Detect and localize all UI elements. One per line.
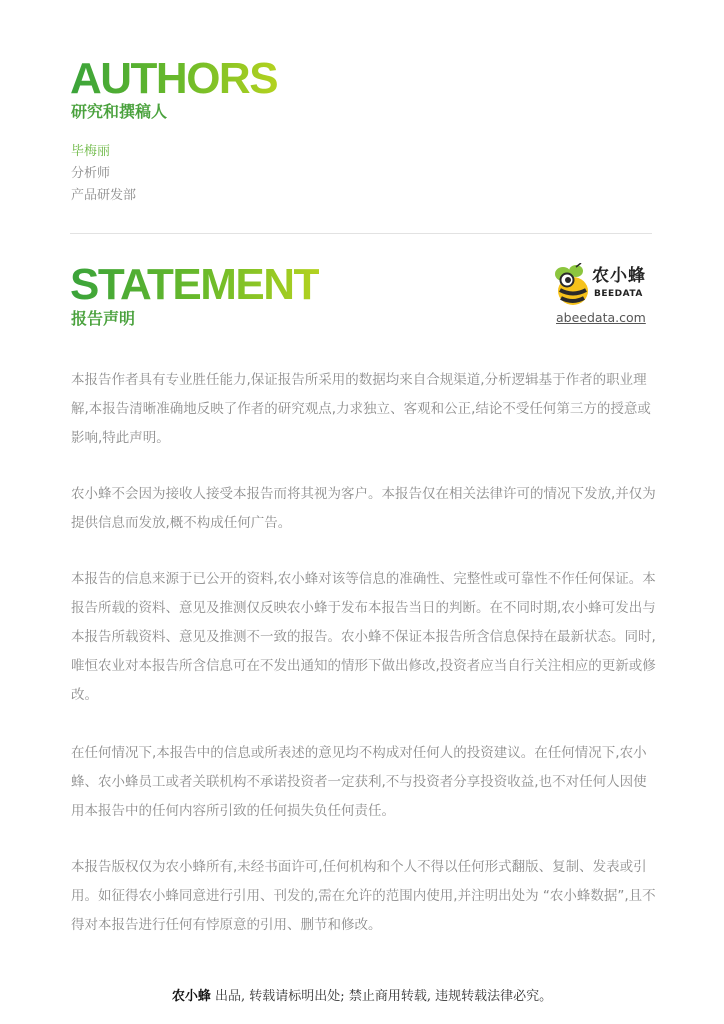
statement-paragraph-2: 农小蜂不会因为接收人接受本报告而将其视为客户。本报告仅在相关法律许可的情况下发放,并仅为提供信息而发放,概不构成任何广告。 [71,486,656,531]
statement-paragraph-1: 本报告作者具有专业胜任能力,保证报告所采用的数据均来自合规渠道,分析逻辑基于作者的职业理解,本报告清晰准确地反映了作者的研究观点,力求独立、客观和公正,结论不受任何第三方的授意或影响,特此声明。 [71,372,651,446]
logo-url-link[interactable]: abeedata.com [556,310,646,325]
logo-name-cn: 农小蜂 [592,266,646,286]
author-name: 毕梅丽 [71,144,111,159]
statement-subheading: 报告声明 [71,309,136,328]
logo-name-en: BEEDATA [594,289,643,299]
author-role: 分析师 [71,166,111,181]
section-divider [70,233,652,234]
author-department: 产品研发部 [71,188,137,203]
statement-paragraph-4: 在任何情况下,本报告中的信息或所表述的意见均不构成对任何人的投资建议。在任何情况下,农小蜂、农小蜂员工或者关联机构不承诺投资者一定获利,不与投资者分享投资收益,也不对任何人因使用本报告中的任何内容所引致的任何损失负任何责任。 [71,745,647,819]
authors-heading: AUTHORS [70,54,278,103]
statement-heading: STATEMENT [70,260,319,309]
bee-icon [552,263,592,309]
footer-note [0,990,724,1003]
footer-text: 出品, 转载请标明出处; 禁止商用转载, 违规转载法律必究。 [215,989,553,1004]
authors-subheading: 研究和撰稿人 [71,102,168,121]
beedata-logo [552,263,652,329]
statement-paragraph-5: 本报告版权仅为农小蜂所有,未经书面许可,任何机构和个人不得以任何形式翻版、复制、发表或引用。如征得农小蜂同意进行引用、刊发的,需在允许的范围内使用,并注明出处为 “农小蜂数据”,且不得对本报告进行任何有悖原意的引用、删节和修改。 [71,859,656,933]
footer-brand: 农小蜂 [171,989,211,1004]
statement-paragraph-3: 本报告的信息来源于已公开的资料,农小蜂对该等信息的准确性、完整性或可靠性不作任何保证。本报告所载的资料、意见及推测仅反映农小蜂于发布本报告当日的判断。在不同时期,农小蜂可发出与本报告所载资料、意见及推测不一致的报告。农小蜂不保证本报告所含信息保持在最新状态。同时,唯恒农业对本报告所含信息可在不发出通知的情形下做出修改,投资者应当自行关注相应的更新或修改。 [71,571,656,703]
